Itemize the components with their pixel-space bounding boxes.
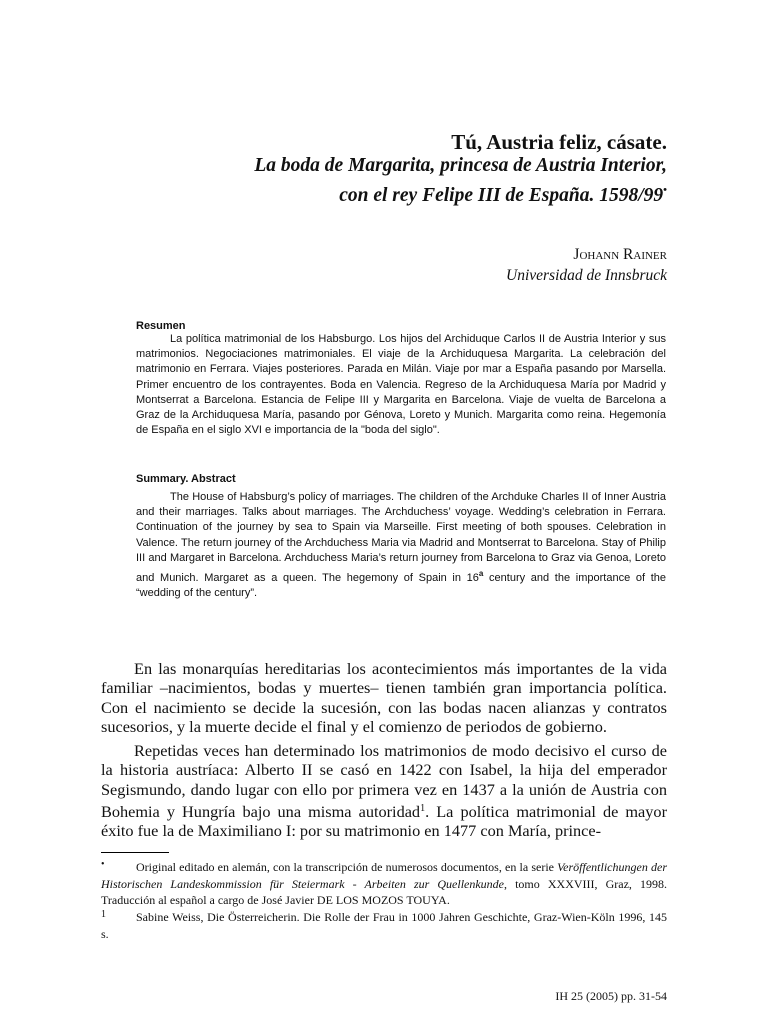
author-block xyxy=(300,244,667,286)
footnote-1 xyxy=(101,857,667,909)
title-line-3-text: con el rey Felipe III de España. 1598/99 xyxy=(339,185,664,206)
summary-text-part2: century and the importance of the “wedding of the century”. xyxy=(136,572,666,600)
article-title xyxy=(150,130,667,208)
title-footnote-mark: • xyxy=(663,184,667,196)
body-paragraph-2 xyxy=(101,741,667,840)
summary-text xyxy=(136,490,666,601)
title-line-2: La boda de Margarita, princesa de Austria Interior, xyxy=(254,155,667,176)
author-name: Johann Rainer xyxy=(573,246,667,263)
summary-superscript: a xyxy=(478,569,484,579)
footnote-2 xyxy=(101,907,667,942)
footnote-ref-1: 1 xyxy=(420,802,426,814)
resumen-text: La política matrimonial de los Habsburgo. Los hijos del Archiduque Carlos II de Austria Interior y sus matrimonios. Negociaciones matrimoniales. El viaje de la Archiduquesa Margarita. La celebración del matrimonio en Ferrara. Viajes posteriores. Parada en Milán. Viaje por mar a España pasando por Marsella. Primer encuentro de los contrayentes. Boda en Valencia. Regreso de la Archiduquesa María por Madrid y Montserrat a Barcelona. Estancia de Felipe III y Margarita en Barcelona. Viaje de vuelta de Barcelona a Graz de la Archiduquesa María, pasando por Génova, Loreto y Munich. Margarita como reina. Hegemonía de España en el siglo XVI e importancia de la "boda del siglo". xyxy=(136,333,666,437)
footnote-1-text-b: , tomo XXXVIII, Graz, 1998. Traducción al español a cargo de José Javier DE LOS MOZOS TOUYA. xyxy=(101,876,667,907)
title-line-1: Tú, Austria feliz, cásate. xyxy=(451,130,667,154)
summary-text-part1: The House of Habsburg’s policy of marriages. The children of the Archduke Charles II of Inner Austria and their marriages. Talks about marriages. The Archduchess’ voyage. Wedding’s celebration in Ferrara. Continuation of the journey by sea to Spain via Marseille. First meeting of both spouses. Celebration in Valence. The return journey of the Archduchess Maria via Madrid and Montserrat to Barcelona. Stay of Philip III and Margaret in Barcelona. Archduchess Maria’s return journey from Barcelona to Graz via Genoa, Loreto and Munich. Margaret as a queen. The hegemony of Spain in 16 xyxy=(136,491,666,585)
body-paragraph-2-part1: Repetidas veces han determinado los matrimonios de modo decisivo el curso de la historia austríaca: Alberto II se casó en 1422 con Isabel, la hija del emperador Segismundo, dando lugar con ello por primera vez en 1437 a la unión de Austria con Bohemia y Hungría bajo una misma autoridad xyxy=(101,741,667,821)
page-folio: IH 25 (2005) pp. 31-54 xyxy=(555,989,667,1003)
footnote-1-mark: • xyxy=(101,859,105,870)
author-affiliation: Universidad de Innsbruck xyxy=(506,267,667,284)
body-paragraph-2-part2: . La política matrimonial de mayor éxito fue la de Maximiliano I: por su matrimonio en 1477 con María, prince- xyxy=(101,801,667,841)
footnote-1-text-a: Original editado en alemán, con la transcripción de numerosos documentos, en la serie xyxy=(136,860,558,874)
footnote-separator xyxy=(101,852,169,853)
resumen-heading: Resumen xyxy=(136,320,186,332)
title-line-3 xyxy=(150,178,667,208)
footnote-2-text: Sabine Weiss, Die Österreicherin. Die Rolle der Frau in 1000 Jahren Geschichte, Graz-Wien-Köln 1996, 145 s. xyxy=(101,910,667,941)
body-paragraph-1: En las monarquías hereditarias los acontecimientos más importantes de la vida familiar –nacimientos, bodas y muertes– tienen también gran importancia política. Con el nacimiento se decide la sucesión, con las bodas nacen alianzas y contratos sucesorios, y la muerte decide el final y el comienzo de periodos de gobierno. xyxy=(101,659,667,736)
footnote-1-series-title: Veröffentlichungen der Historischen Landeskommission für Steiermark - Arbeiten zur Quellenkunde xyxy=(101,860,667,891)
summary-heading: Summary. Abstract xyxy=(136,473,236,485)
footnote-2-mark: 1 xyxy=(101,909,106,920)
